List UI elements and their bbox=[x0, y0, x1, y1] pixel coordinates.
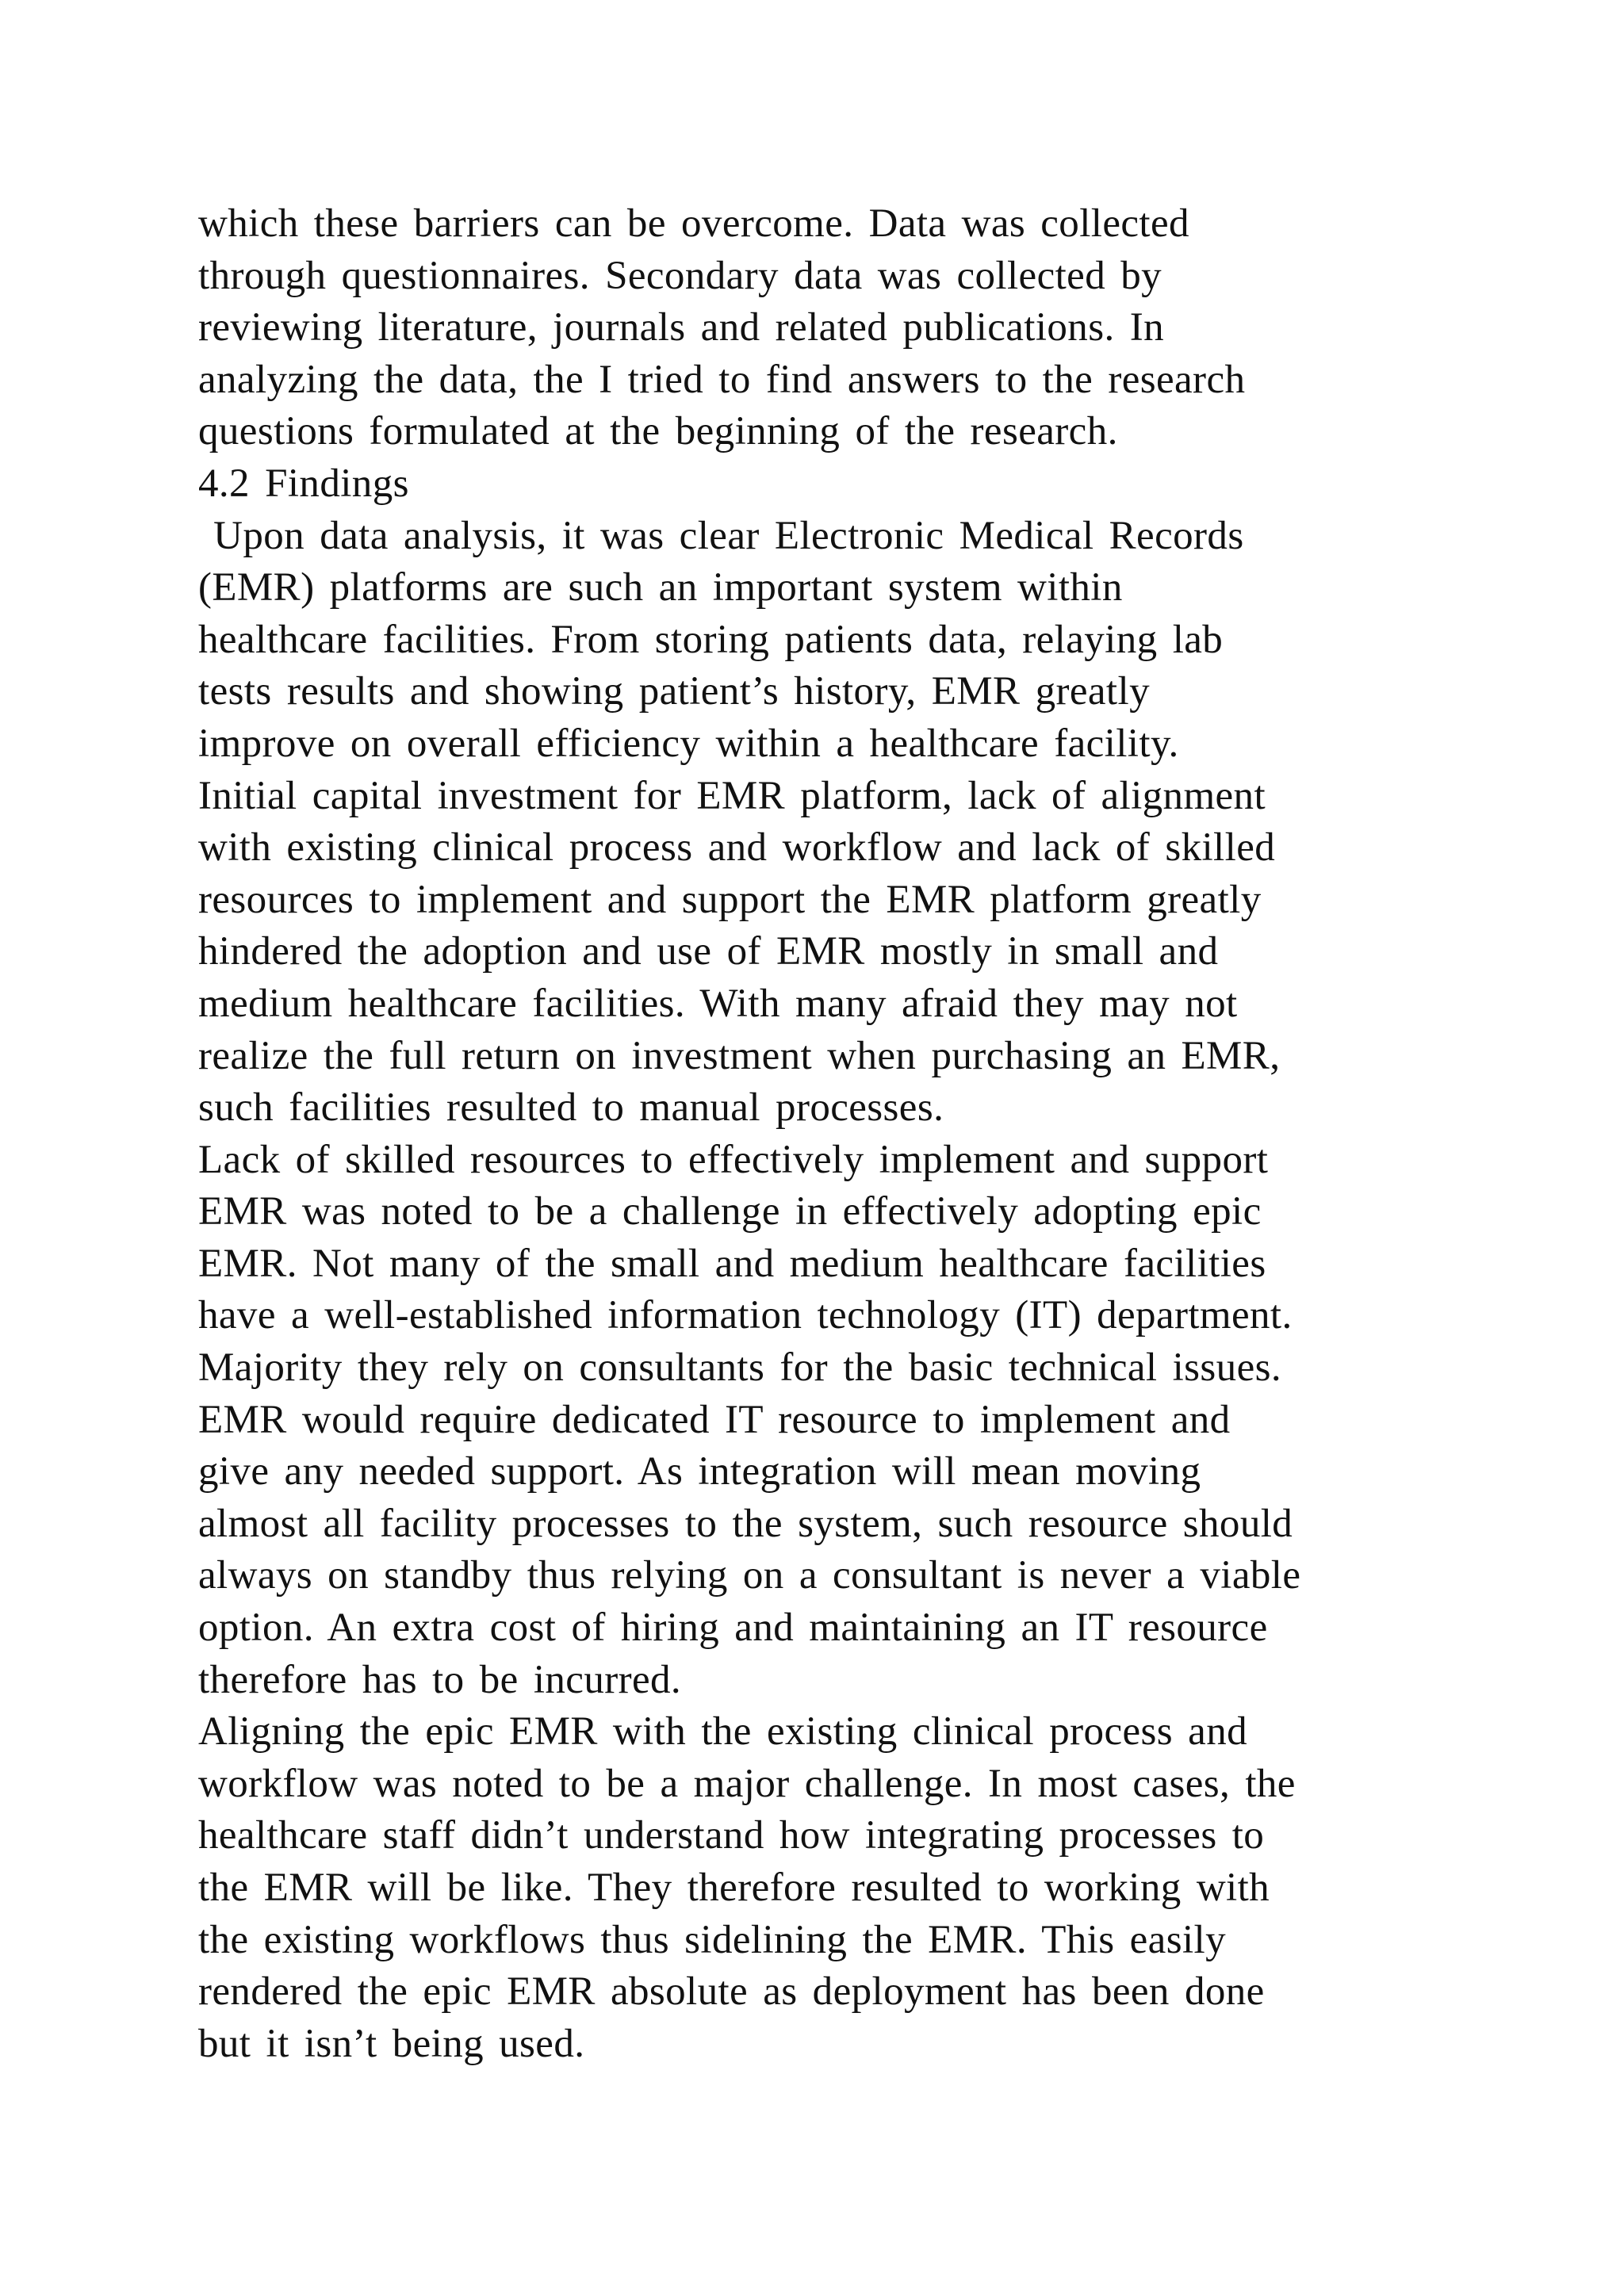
text-line: with existing clinical process and workflow and lack of skilled bbox=[198, 825, 1276, 871]
text-line: EMR would require dedicated IT resource to implement and bbox=[198, 1397, 1231, 1442]
text-line: resources to implement and support the EMR platform greatly bbox=[198, 877, 1262, 922]
text-line: Upon data analysis, it was clear Electronic Medical Records bbox=[198, 513, 1244, 558]
text-line: Aligning the epic EMR with the existing clinical process and bbox=[198, 1709, 1247, 1755]
section-heading: 4.2 Findings bbox=[198, 461, 409, 506]
text-line: Lack of skilled resources to effectively implement and support bbox=[198, 1137, 1269, 1182]
text-line: the EMR will be like. They therefore resulted to working with bbox=[198, 1866, 1270, 1910]
text-line: almost all facility processes to the system, such resource should bbox=[198, 1501, 1293, 1546]
text-line: improve on overall efficiency within a healthcare facility. bbox=[198, 721, 1179, 766]
text-line: EMR. Not many of the small and medium healthcare facilities bbox=[198, 1241, 1266, 1286]
text-line: through questionnaires. Secondary data was collected by bbox=[198, 253, 1162, 298]
text-line: healthcare staff didn’t understand how integrating processes to bbox=[198, 1813, 1265, 1858]
text-line: analyzing the data, the I tried to find answers to the research bbox=[198, 357, 1246, 402]
text-line: EMR was noted to be a challenge in effectively adopting epic bbox=[198, 1189, 1262, 1234]
text-line: workflow was noted to be a major challenge. In most cases, the bbox=[198, 1761, 1296, 1806]
text-line: reviewing literature, journals and related publications. In bbox=[198, 305, 1165, 350]
text-line: rendered the epic EMR absolute as deployment has been done bbox=[198, 1969, 1265, 2015]
text-line: have a well-established information technology (IT) department. bbox=[198, 1293, 1293, 1338]
text-line: realize the full return on investment when purchasing an EMR, bbox=[198, 1033, 1281, 1078]
body-text bbox=[198, 198, 1546, 2070]
text-line: medium healthcare facilities. With many afraid they may not bbox=[198, 981, 1238, 1026]
text-line: questions formulated at the beginning of the research. bbox=[198, 409, 1118, 454]
text-line: option. An extra cost of hiring and maintaining an IT resource bbox=[198, 1605, 1268, 1651]
text-line: always on standby thus relying on a consultant is never a viable bbox=[198, 1553, 1301, 1598]
text-line: but it isn’t being used. bbox=[198, 2021, 585, 2066]
text-line: which these barriers can be overcome. Data was collected bbox=[198, 201, 1189, 246]
text-line: give any needed support. As integration will mean moving bbox=[198, 1449, 1201, 1494]
text-line: Majority they rely on consultants for the basic technical issues. bbox=[198, 1345, 1282, 1391]
text-line: the existing workflows thus sidelining the EMR. This easily bbox=[198, 1917, 1226, 1962]
text-line: therefore has to be incurred. bbox=[198, 1657, 682, 1702]
text-line: Initial capital investment for EMR platform, lack of alignment bbox=[198, 773, 1266, 818]
text-line: healthcare facilities. From storing patients data, relaying lab bbox=[198, 617, 1224, 662]
text-line: such facilities resulted to manual processes. bbox=[198, 1085, 944, 1131]
text-line: tests results and showing patient’s history, EMR greatly bbox=[198, 669, 1150, 714]
text-line: (EMR) platforms are such an important system within bbox=[198, 565, 1123, 610]
text-line: hindered the adoption and use of EMR mostly in small and bbox=[198, 929, 1219, 974]
